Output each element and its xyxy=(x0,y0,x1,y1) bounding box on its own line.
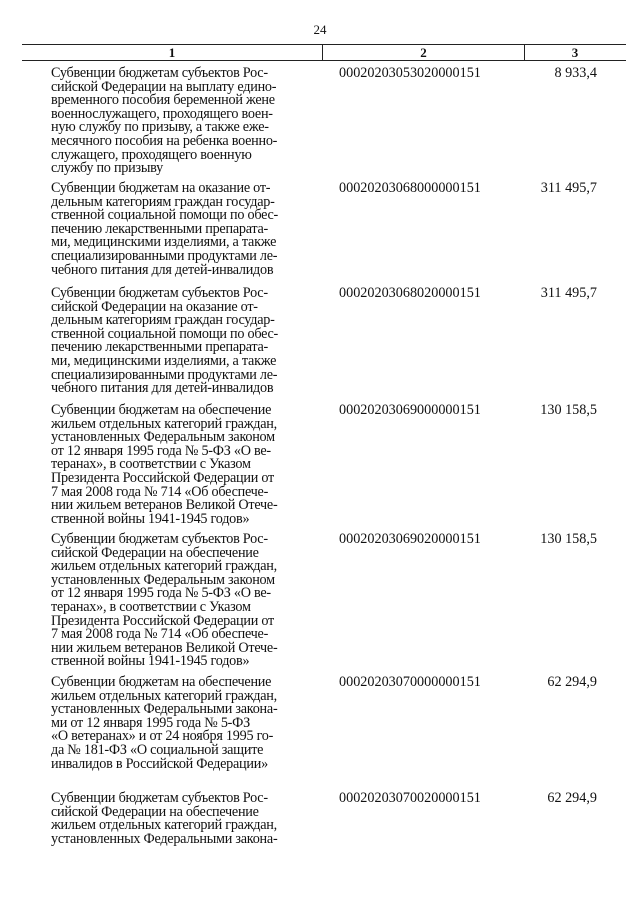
table-header xyxy=(22,44,626,61)
row-description: Субвенции бюджетам субъектов Рос- сийской Федерации на обеспечение жильем отдельных категорий граждан, установленных Федеральными закона- xyxy=(51,790,278,847)
column-header-3: 3 xyxy=(571,45,579,60)
row-amount: 62 294,9 xyxy=(547,790,597,806)
row-amount: 62 294,9 xyxy=(547,674,597,690)
row-code: 00020203070020000151 xyxy=(339,790,481,806)
column-header-2: 2 xyxy=(322,45,525,60)
row-code: 00020203069000000151 xyxy=(339,402,481,418)
row-description: Субвенции бюджетам на обеспечение жильем отдельных категорий граждан, установленных Федеральным законом от 12 января 1995 года № 5-ФЗ «О ве- теранах», в соответствии с Указом Президента Российской Федерации от 7 мая 2008 года № 714 «Об обеспече- нии жильем ветеранов Великой Отече- ственной войны 1941-1945 годов» xyxy=(51,402,278,527)
row-code: 00020203068020000151 xyxy=(339,285,481,301)
row-code: 00020203068000000151 xyxy=(339,180,481,196)
row-amount: 311 495,7 xyxy=(540,180,597,196)
row-description: Субвенции бюджетам субъектов Рос- сийской Федерации на оказание от- дельным категориям граждан государ- ственной социальной помощи по обес- печению лекарственными препарата- ми, медицинскими изделиями, а также специализированными продуктами ле- чебного питания для детей-инвалидов xyxy=(51,285,279,397)
row-description: Субвенции бюджетам на обеспечение жильем отдельных категорий граждан, установленных Федеральными закона- ми от 12 января 1995 года № 5-ФЗ «О ветеранах» и от 24 ноября 1995 го- да № 181-ФЗ «О социальной защите инвалидов в Российской Федерации» xyxy=(51,674,278,772)
row-amount: 130 158,5 xyxy=(540,402,597,418)
row-amount: 8 933,4 xyxy=(554,65,597,81)
row-amount: 130 158,5 xyxy=(540,531,597,547)
page-number: 24 xyxy=(313,22,327,37)
row-amount: 311 495,7 xyxy=(540,285,597,301)
column-header-1: 1 xyxy=(168,45,176,60)
row-description: Субвенции бюджетам субъектов Рос- сийской Федерации на выплату едино- временного пособия беременной жене военнослужащего, проходящего воен- ную службу по призыву, а также еже- месячного пособия на ребенка военно- служащего, проходящего военную службу по призыву xyxy=(51,65,278,177)
row-code: 00020203053020000151 xyxy=(339,65,481,81)
row-code: 00020203070000000151 xyxy=(339,674,481,690)
row-code: 00020203069020000151 xyxy=(339,531,481,547)
row-description: Субвенции бюджетам субъектов Рос- сийской Федерации на обеспечение жильем отдельных категорий граждан, установленных Федеральным законом от 12 января 1995 года № 5-ФЗ «О ве- теранах», в соответствии с Указом Президента Российской Федерации от 7 мая 2008 года № 714 «Об обеспече- нии жильем ветеранов Великой Отече- ственной войны 1941-1945 годов» xyxy=(51,531,278,670)
row-description: Субвенции бюджетам на оказание от- дельным категориям граждан государ- ственной социальной помощи по обес- печению лекарственными препарата- ми, медицинскими изделиями, а также специализированными продуктами ле- чебного питания для детей-инвалидов xyxy=(51,180,279,278)
